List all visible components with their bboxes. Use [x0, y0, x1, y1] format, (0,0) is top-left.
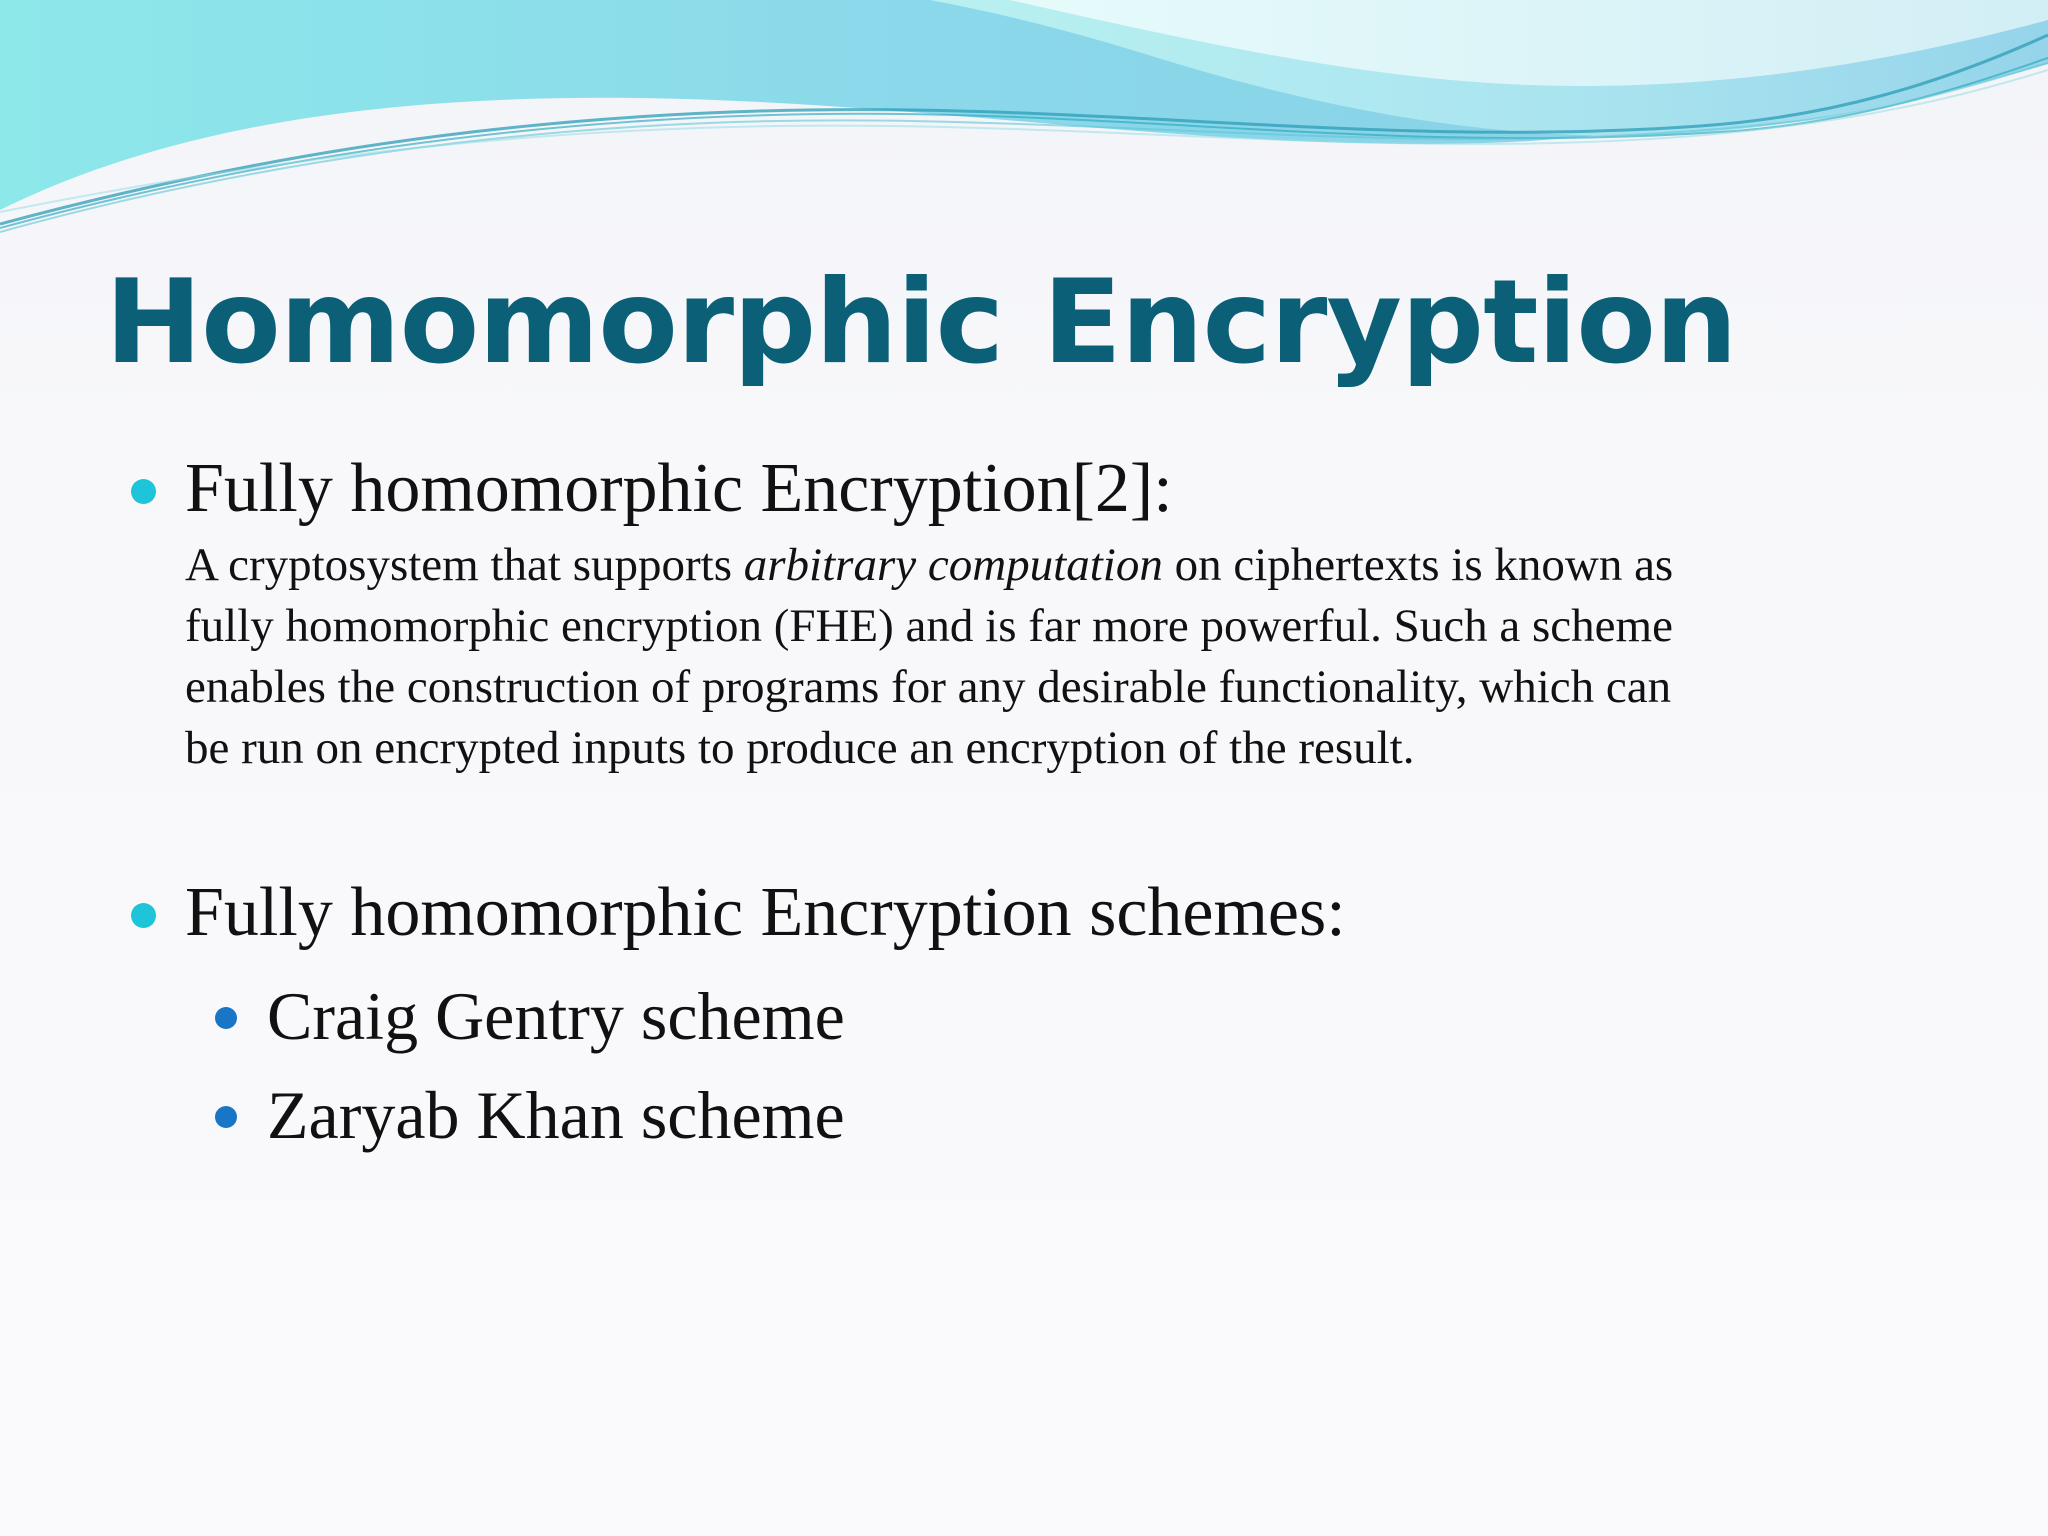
subitem-text-craig-gentry: Craig Gentry scheme [267, 978, 845, 1054]
bullet-heading-definition: Fully homomorphic Encryption[2]: [185, 450, 1173, 527]
paragraph-line-4: be run on encrypted inputs to produce an encryption of the result. [185, 722, 1415, 774]
bullet-heading-schemes: Fully homomorphic Encryption schemes: [185, 874, 1346, 951]
blue-subbullet-icon [215, 1106, 237, 1128]
paragraph-line-3: enables the construction of programs for any desirable functionality, which can [185, 661, 1672, 713]
cyan-bullet-icon [131, 479, 156, 504]
paragraph-line-1-end: on ciphertexts is known as [1162, 539, 1674, 591]
paragraph-line-1 [185, 535, 1945, 596]
header-wave-decoration [0, 0, 2048, 240]
subitem-text-zaryab-khan: Zaryab Khan scheme [267, 1077, 845, 1153]
cyan-bullet-icon [131, 903, 156, 928]
paragraph-emphasis: arbitrary computation [743, 539, 1163, 591]
slide-title: Homomorphic Encryption [105, 255, 1737, 390]
blue-subbullet-icon [215, 1007, 237, 1029]
paragraph-line-2: fully homomorphic encryption (FHE) and is far more powerful. Such a scheme [185, 600, 1673, 652]
definition-paragraph [185, 535, 1945, 779]
paragraph-line-1-start: A cryptosystem that supports [185, 539, 744, 591]
